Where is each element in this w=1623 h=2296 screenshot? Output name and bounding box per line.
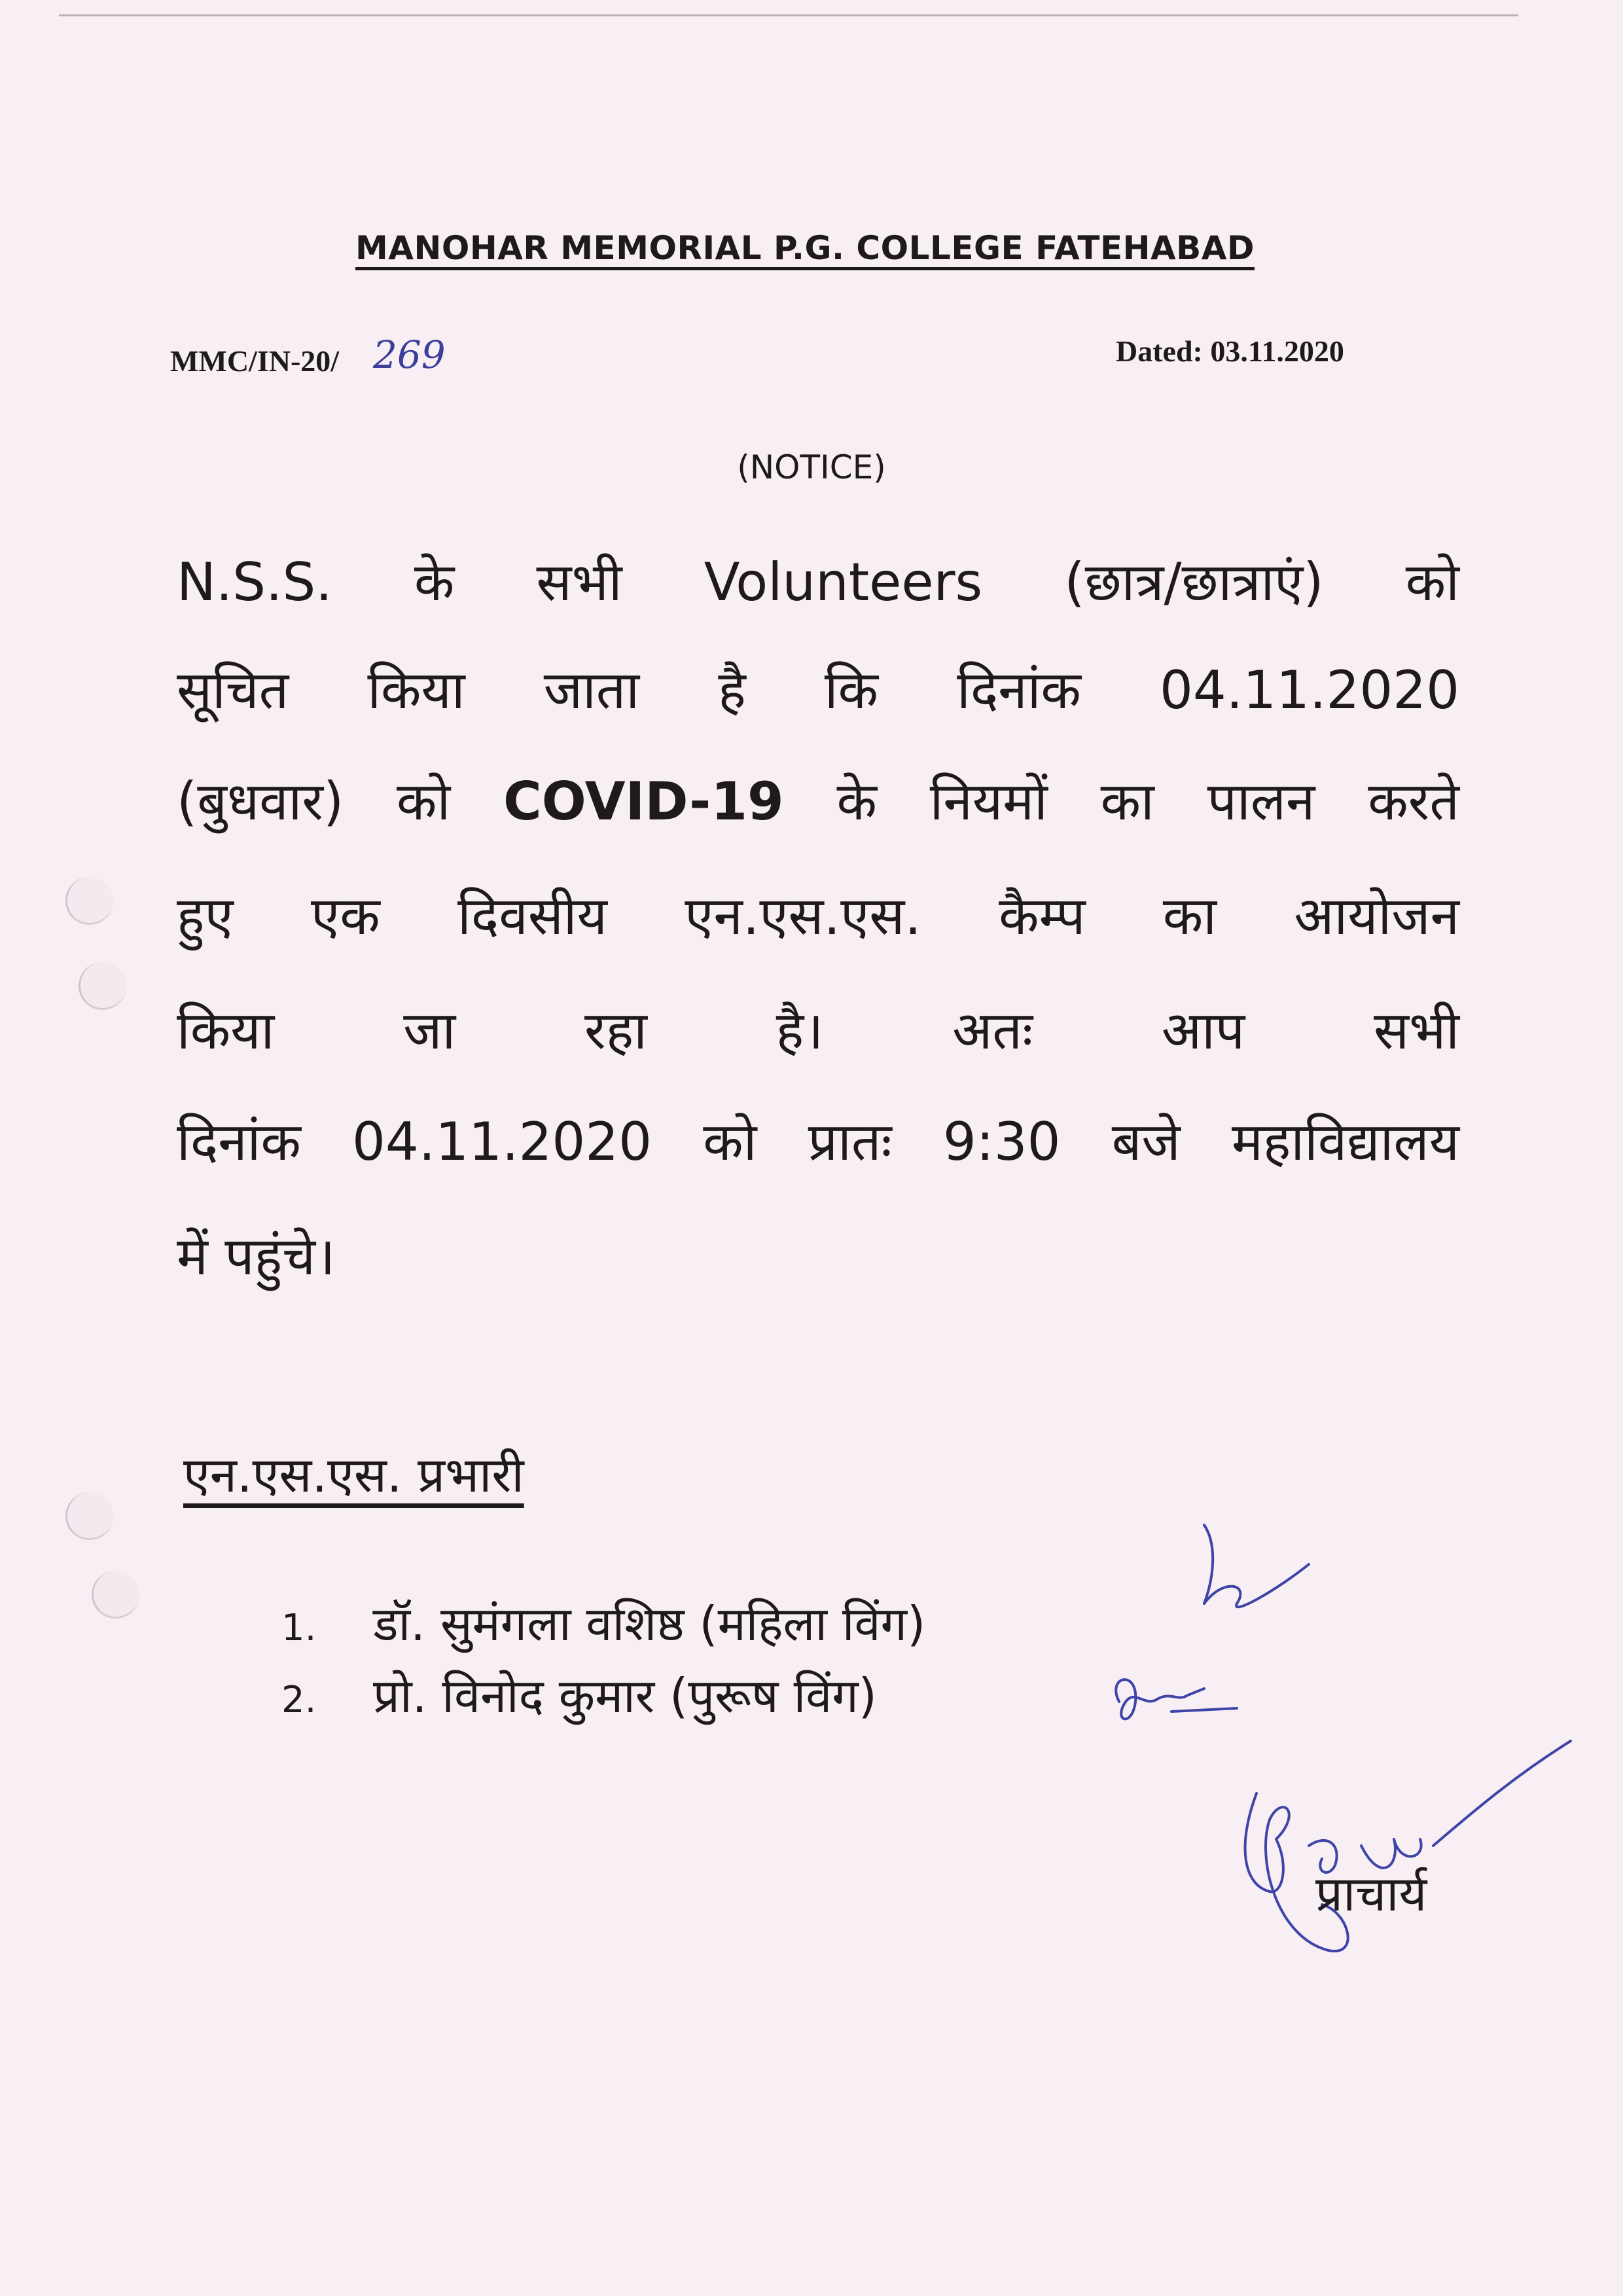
notice-word: करते [1368,771,1459,832]
notice-word: दिनांक [957,660,1081,721]
notice-line [177,1106,1459,1178]
notice-word: नियमों [929,771,1048,832]
notice-word: आप [1161,1000,1245,1061]
punch-hole-mark [79,962,126,1010]
notice-word: दिनांक [177,1111,301,1172]
notice-word: अतः [952,1000,1033,1061]
notice-word: 04.11.2020 [351,1111,652,1172]
punch-hole-mark [65,877,113,925]
notice-word: सूचित [177,660,289,721]
notice-word: को [397,771,451,832]
notice-word: 04.11.2020 [1159,660,1460,721]
notice-word: किया [177,1000,275,1061]
notice-word: सभी [536,552,622,613]
notice-word: 9:30 [942,1111,1061,1172]
notice-word: (बुधवार) [177,771,344,832]
notice-word: है। [776,1000,824,1061]
notice-word: किया [367,660,465,721]
college-name: MANOHAR MEMORIAL P.G. COLLEGE FATEHABAD [355,229,1255,267]
punch-hole-mark [92,1571,139,1619]
member-name: प्रो. विनोद कुमार (पुरूष विंग) [373,1668,877,1723]
notice-word: (छात्र/छात्राएं) [1064,552,1324,613]
notice-word: कि [824,660,878,721]
notice-word: पहुंचे। [224,1226,336,1287]
notice-word: है [718,660,746,721]
notice-line [177,880,1459,952]
notice-word: के [414,552,455,613]
punch-hole-mark [65,1492,113,1540]
notice-word: सभी [1373,1000,1460,1061]
member-number: 1. [281,1607,317,1649]
notice-word: में [177,1226,208,1287]
notice-word: को [1405,552,1459,613]
handwritten-reference-number: 269 [373,332,446,377]
principal-signature [1230,1715,1597,1990]
notice-word: एक [311,886,380,946]
notice-line [177,655,1459,726]
reference-number-prefix: MMC/IN-20/ [170,344,340,378]
notice-word: N.S.S. [177,552,332,613]
notice-word: जा [403,1000,456,1061]
notice-word: हुए [177,886,234,946]
notice-word: को [703,1111,757,1172]
member-number: 2. [281,1679,317,1721]
notice-word: आयोजन [1294,886,1459,946]
incharge-member [281,1590,925,1655]
notice-line [177,547,1459,619]
member-name: डॉ. सुमंगला वशिष्ठ (महिला विंग) [373,1596,926,1651]
incharge-heading: एन.एस.एस. प्रभारी [183,1447,524,1503]
notice-word: COVID-19 [503,771,784,832]
notice-word: बजे [1111,1111,1181,1172]
notice-word: Volunteers [704,552,983,613]
notice-word: रहा [584,1000,647,1061]
notice-word: जाता [543,660,640,721]
notice-line [177,995,1459,1067]
top-edge-line [59,14,1518,16]
notice-word: का [1100,771,1154,832]
notice-word: का [1162,886,1217,946]
notice-word: कैम्प [999,886,1086,946]
notice-word: प्रातः [808,1111,892,1172]
notice-word: के [836,771,877,832]
issue-date: Dated: 03.11.2020 [1116,334,1344,368]
notice-word: महाविद्यालय [1232,1111,1459,1172]
notice-line [177,1221,1459,1293]
notice-word: एन.एस.एस. [685,886,921,946]
principal-title: प्राचार्य [1315,1866,1427,1922]
notice-line [177,766,1459,838]
notice-word: पालन [1207,771,1315,832]
signature-mark [1178,1518,1322,1649]
notice-title: (NOTICE) [737,448,886,486]
incharge-member [281,1662,877,1727]
notice-word: दिवसीय [457,886,607,946]
